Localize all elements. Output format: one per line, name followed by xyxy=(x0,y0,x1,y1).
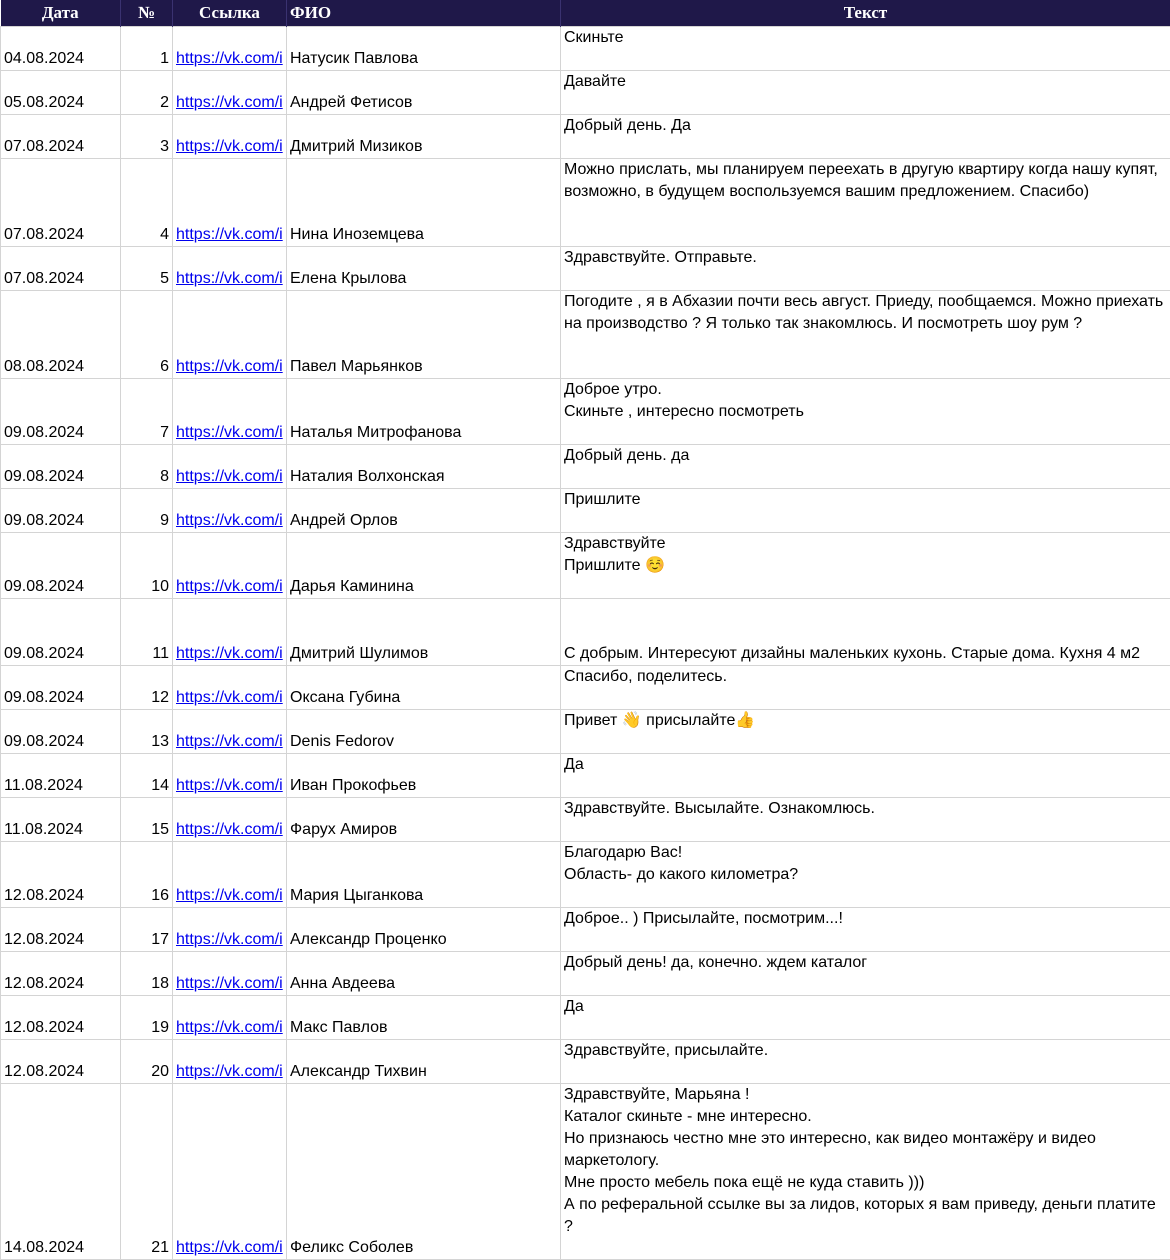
column-header-link: Ссылка xyxy=(173,0,287,27)
header-row xyxy=(1,0,1170,27)
cell-fio: Анна Авдеева xyxy=(287,952,561,996)
cell-text xyxy=(561,599,1170,666)
cell-number: 8 xyxy=(121,445,173,489)
cell-number: 9 xyxy=(121,489,173,533)
cell-date: 14.08.2024 xyxy=(1,1084,121,1260)
cell-fio: Андрей Фетисов xyxy=(287,71,561,115)
profile-link[interactable]: https://vk.com/i xyxy=(176,645,283,662)
cell-text xyxy=(561,159,1170,247)
cell-text xyxy=(561,710,1170,754)
cell-link xyxy=(173,379,287,445)
profile-link[interactable]: https://vk.com/i xyxy=(176,50,283,67)
cell-text xyxy=(561,1084,1170,1260)
cell-number: 19 xyxy=(121,996,173,1040)
cell-date: 09.08.2024 xyxy=(1,379,121,445)
profile-link[interactable]: https://vk.com/i xyxy=(176,138,283,155)
cell-link xyxy=(173,599,287,666)
cell-link xyxy=(173,291,287,379)
cell-link xyxy=(173,27,287,71)
cell-date: 04.08.2024 xyxy=(1,27,121,71)
cell-text xyxy=(561,115,1170,159)
profile-link[interactable]: https://vk.com/i xyxy=(176,512,283,529)
cell-fio: Дмитрий Мизиков xyxy=(287,115,561,159)
table-row xyxy=(1,798,1170,842)
message-line: Пришлите ☺️ xyxy=(564,555,1167,577)
cell-number: 18 xyxy=(121,952,173,996)
table-row xyxy=(1,115,1170,159)
table-row xyxy=(1,291,1170,379)
cell-text xyxy=(561,666,1170,710)
cell-text xyxy=(561,754,1170,798)
cell-number: 20 xyxy=(121,1040,173,1084)
cell-date: 07.08.2024 xyxy=(1,115,121,159)
cell-text xyxy=(561,1040,1170,1084)
cell-link xyxy=(173,798,287,842)
profile-link[interactable]: https://vk.com/i xyxy=(176,1063,283,1080)
cell-number: 14 xyxy=(121,754,173,798)
table-row xyxy=(1,754,1170,798)
message-line: Здравствуйте. Отправьте. xyxy=(564,247,1167,269)
cell-text xyxy=(561,445,1170,489)
cell-number: 17 xyxy=(121,908,173,952)
cell-date: 12.08.2024 xyxy=(1,1040,121,1084)
cell-link xyxy=(173,996,287,1040)
message-line: Добрый день! да, конечно. ждем каталог xyxy=(564,952,1167,974)
cell-fio: Дмитрий Шулимов xyxy=(287,599,561,666)
cell-number: 6 xyxy=(121,291,173,379)
table-row xyxy=(1,379,1170,445)
cell-fio: Наталия Волхонская xyxy=(287,445,561,489)
cell-number: 12 xyxy=(121,666,173,710)
cell-date: 09.08.2024 xyxy=(1,710,121,754)
message-line: Здравствуйте, Марьяна ! xyxy=(564,1084,1167,1106)
message-line: Да xyxy=(564,754,1167,776)
cell-text xyxy=(561,996,1170,1040)
cell-link xyxy=(173,1040,287,1084)
cell-link xyxy=(173,842,287,908)
cell-number: 3 xyxy=(121,115,173,159)
message-line: Область- до какого километра? xyxy=(564,864,1167,886)
message-line: Скиньте xyxy=(564,27,1167,49)
cell-fio: Оксана Губина xyxy=(287,666,561,710)
profile-link[interactable]: https://vk.com/i xyxy=(176,1019,283,1036)
cell-number: 15 xyxy=(121,798,173,842)
cell-date: 05.08.2024 xyxy=(1,71,121,115)
message-line: Доброе утро. xyxy=(564,379,1167,401)
cell-number: 13 xyxy=(121,710,173,754)
cell-link xyxy=(173,1084,287,1260)
cell-link xyxy=(173,159,287,247)
message-line: А по реферальной ссылке вы за лидов, которых я вам приведу, деньги платите ? xyxy=(564,1194,1167,1238)
message-line: Здравствуйте, присылайте. xyxy=(564,1040,1167,1062)
cell-date: 09.08.2024 xyxy=(1,445,121,489)
table-row xyxy=(1,489,1170,533)
table-row xyxy=(1,533,1170,599)
cell-fio: Натусик Павлова xyxy=(287,27,561,71)
message-line: Спасибо, поделитесь. xyxy=(564,666,1167,688)
profile-link[interactable]: https://vk.com/i xyxy=(176,887,283,904)
cell-number: 1 xyxy=(121,27,173,71)
column-header-fio: ФИО xyxy=(287,0,561,27)
cell-fio: Феликс Соболев xyxy=(287,1084,561,1260)
cell-text xyxy=(561,291,1170,379)
cell-text xyxy=(561,27,1170,71)
cell-fio: Андрей Орлов xyxy=(287,489,561,533)
profile-link[interactable]: https://vk.com/i xyxy=(176,777,283,794)
cell-link xyxy=(173,754,287,798)
message-line: Добрый день. Да xyxy=(564,115,1167,137)
cell-fio: Елена Крылова xyxy=(287,247,561,291)
message-line: Погодите , я в Абхазии почти весь август. Приеду, пообщаемся. Можно приехать на производство ? Я только так знакомлюсь. И посмотреть шоу рум ? xyxy=(564,291,1167,335)
cell-fio: Наталья Митрофанова xyxy=(287,379,561,445)
profile-link[interactable]: https://vk.com/i xyxy=(176,468,283,485)
cell-date: 12.08.2024 xyxy=(1,908,121,952)
message-line: Здравствуйте. Высылайте. Ознакомлюсь. xyxy=(564,798,1167,820)
cell-date: 12.08.2024 xyxy=(1,952,121,996)
message-line: Добрый день. да xyxy=(564,445,1167,467)
cell-link xyxy=(173,710,287,754)
cell-link xyxy=(173,533,287,599)
cell-text xyxy=(561,489,1170,533)
cell-date: 09.08.2024 xyxy=(1,666,121,710)
table-row xyxy=(1,666,1170,710)
cell-fio: Фарух Амиров xyxy=(287,798,561,842)
table-row xyxy=(1,445,1170,489)
cell-text xyxy=(561,379,1170,445)
message-line xyxy=(564,599,1167,621)
cell-number: 16 xyxy=(121,842,173,908)
cell-link xyxy=(173,952,287,996)
cell-text xyxy=(561,247,1170,291)
cell-fio: Павел Марьянков xyxy=(287,291,561,379)
message-line: Здравствуйте xyxy=(564,533,1167,555)
cell-link xyxy=(173,445,287,489)
table-row xyxy=(1,27,1170,71)
cell-date: 09.08.2024 xyxy=(1,533,121,599)
table-row xyxy=(1,1084,1170,1260)
table-row xyxy=(1,159,1170,247)
cell-text xyxy=(561,908,1170,952)
cell-date: 12.08.2024 xyxy=(1,842,121,908)
column-header-date: Дата xyxy=(1,0,121,27)
cell-link xyxy=(173,71,287,115)
profile-link[interactable]: https://vk.com/i xyxy=(176,689,283,706)
cell-date: 12.08.2024 xyxy=(1,996,121,1040)
cell-number: 10 xyxy=(121,533,173,599)
table-row xyxy=(1,952,1170,996)
message-line: Мне просто мебель пока ещё не куда ставить ))) xyxy=(564,1172,1167,1194)
table-row xyxy=(1,1040,1170,1084)
cell-date: 09.08.2024 xyxy=(1,489,121,533)
message-line: Давайте xyxy=(564,71,1167,93)
message-line: Скиньте , интересно посмотреть xyxy=(564,401,1167,423)
column-header-text: Текст xyxy=(561,0,1170,27)
message-line: Привет 👋 присылайте👍 xyxy=(564,710,1167,732)
profile-link[interactable]: https://vk.com/i xyxy=(176,226,283,243)
message-line: Каталог скиньте - мне интересно. xyxy=(564,1106,1167,1128)
cell-number: 21 xyxy=(121,1084,173,1260)
column-header-number: № xyxy=(121,0,173,27)
cell-number: 2 xyxy=(121,71,173,115)
cell-fio: Мария Цыганкова xyxy=(287,842,561,908)
cell-text xyxy=(561,533,1170,599)
cell-text xyxy=(561,842,1170,908)
cell-date: 07.08.2024 xyxy=(1,159,121,247)
table-row xyxy=(1,908,1170,952)
cell-fio: Denis Fedorov xyxy=(287,710,561,754)
profile-link[interactable]: https://vk.com/i xyxy=(176,821,283,838)
cell-link xyxy=(173,247,287,291)
cell-fio: Макс Павлов xyxy=(287,996,561,1040)
cell-date: 09.08.2024 xyxy=(1,599,121,666)
cell-number: 7 xyxy=(121,379,173,445)
message-line: Можно прислать, мы планируем переехать в другую квартиру когда нашу купят, возможно, в будущем воспользуемся вашим предложением. Спасибо) xyxy=(564,159,1167,203)
profile-link[interactable]: https://vk.com/i xyxy=(176,358,283,375)
table-row xyxy=(1,710,1170,754)
cell-fio: Иван Прокофьев xyxy=(287,754,561,798)
cell-fio: Александр Проценко xyxy=(287,908,561,952)
cell-link xyxy=(173,666,287,710)
message-line: Да xyxy=(564,996,1167,1018)
message-line xyxy=(564,621,1167,643)
profile-link[interactable]: https://vk.com/i xyxy=(176,733,283,750)
profile-link[interactable]: https://vk.com/i xyxy=(176,578,283,595)
table-row xyxy=(1,842,1170,908)
cell-text xyxy=(561,798,1170,842)
cell-text xyxy=(561,952,1170,996)
profile-link[interactable]: https://vk.com/i xyxy=(176,931,283,948)
message-line: Но признаюсь честно мне это интересно, как видео монтажёру и видео маркетологу. xyxy=(564,1128,1167,1172)
table-row xyxy=(1,247,1170,291)
cell-number: 11 xyxy=(121,599,173,666)
message-line: Благодарю Вас! xyxy=(564,842,1167,864)
table-row xyxy=(1,996,1170,1040)
profile-link[interactable]: https://vk.com/i xyxy=(176,94,283,111)
cell-date: 07.08.2024 xyxy=(1,247,121,291)
cell-text xyxy=(561,71,1170,115)
cell-date: 11.08.2024 xyxy=(1,754,121,798)
cell-link xyxy=(173,115,287,159)
cell-link xyxy=(173,489,287,533)
message-line: Пришлите xyxy=(564,489,1167,511)
cell-link xyxy=(173,908,287,952)
message-line: Доброе.. ) Присылайте, посмотрим...! xyxy=(564,908,1167,930)
table-row xyxy=(1,599,1170,666)
message-line: С добрым. Интересуют дизайны маленьких кухонь. Старые дома. Кухня 4 м2 xyxy=(564,643,1167,665)
profile-link[interactable]: https://vk.com/i xyxy=(176,270,283,287)
profile-link[interactable]: https://vk.com/i xyxy=(176,424,283,441)
cell-fio: Нина Иноземцева xyxy=(287,159,561,247)
cell-fio: Александр Тихвин xyxy=(287,1040,561,1084)
cell-fio: Дарья Каминина xyxy=(287,533,561,599)
cell-number: 4 xyxy=(121,159,173,247)
cell-number: 5 xyxy=(121,247,173,291)
cell-date: 11.08.2024 xyxy=(1,798,121,842)
table-row xyxy=(1,71,1170,115)
profile-link[interactable]: https://vk.com/i xyxy=(176,975,283,992)
profile-link[interactable]: https://vk.com/i xyxy=(176,1239,283,1256)
cell-date: 08.08.2024 xyxy=(1,291,121,379)
